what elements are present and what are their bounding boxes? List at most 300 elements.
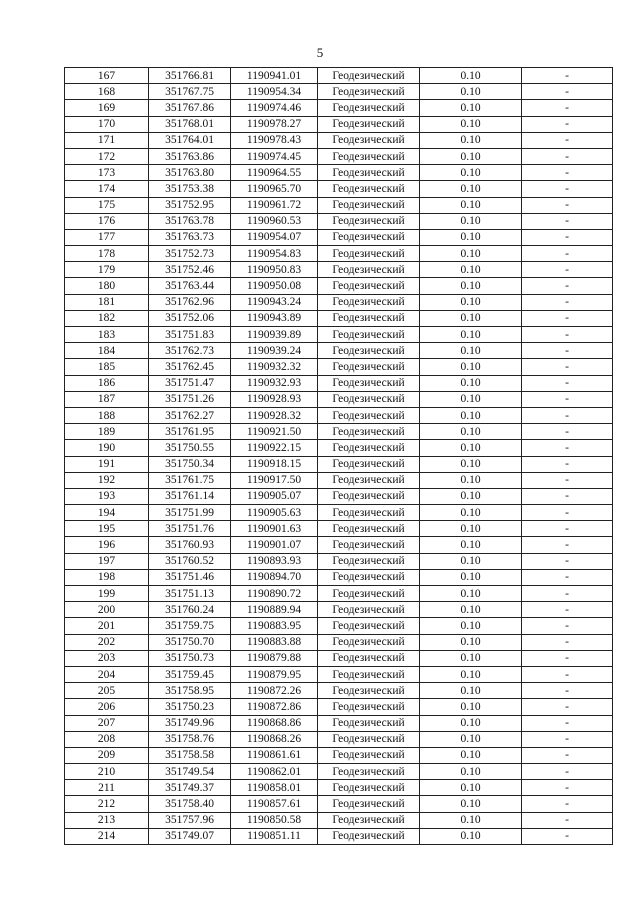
point-number-cell: 213: [65, 812, 149, 828]
point-number-cell: 168: [65, 84, 149, 100]
method-cell: Геодезический: [318, 505, 420, 521]
y-coordinate-cell: 1190954.34: [231, 84, 318, 100]
accuracy-cell: 0.10: [420, 310, 522, 326]
accuracy-cell: 0.10: [420, 246, 522, 262]
description-cell: -: [522, 586, 613, 602]
table-row: [65, 229, 613, 245]
method-cell: Геодезический: [318, 294, 420, 310]
y-coordinate-cell: 1190872.26: [231, 683, 318, 699]
method-cell: Геодезический: [318, 796, 420, 812]
table-row: [65, 181, 613, 197]
point-number-cell: 204: [65, 666, 149, 682]
accuracy-cell: 0.10: [420, 181, 522, 197]
table-row: [65, 505, 613, 521]
x-coordinate-cell: 351760.93: [149, 537, 231, 553]
table-row: [65, 521, 613, 537]
method-cell: Геодезический: [318, 553, 420, 569]
accuracy-cell: 0.10: [420, 505, 522, 521]
table-row: [65, 586, 613, 602]
method-cell: Геодезический: [318, 715, 420, 731]
description-cell: -: [522, 569, 613, 585]
y-coordinate-cell: 1190862.01: [231, 764, 318, 780]
accuracy-cell: 0.10: [420, 699, 522, 715]
accuracy-cell: 0.10: [420, 294, 522, 310]
point-number-cell: 193: [65, 488, 149, 504]
y-coordinate-cell: 1190922.15: [231, 440, 318, 456]
table-row: [65, 731, 613, 747]
point-number-cell: 171: [65, 132, 149, 148]
method-cell: Геодезический: [318, 262, 420, 278]
x-coordinate-cell: 351751.47: [149, 375, 231, 391]
accuracy-cell: 0.10: [420, 116, 522, 132]
description-cell: -: [522, 165, 613, 181]
description-cell: -: [522, 780, 613, 796]
table-row: [65, 828, 613, 844]
point-number-cell: 200: [65, 602, 149, 618]
point-number-cell: 179: [65, 262, 149, 278]
description-cell: -: [522, 148, 613, 164]
description-cell: -: [522, 229, 613, 245]
y-coordinate-cell: 1190901.07: [231, 537, 318, 553]
accuracy-cell: 0.10: [420, 327, 522, 343]
method-cell: Геодезический: [318, 747, 420, 763]
x-coordinate-cell: 351758.95: [149, 683, 231, 699]
description-cell: -: [522, 683, 613, 699]
y-coordinate-cell: 1190893.93: [231, 553, 318, 569]
y-coordinate-cell: 1190879.88: [231, 650, 318, 666]
point-number-cell: 198: [65, 569, 149, 585]
description-cell: -: [522, 618, 613, 634]
x-coordinate-cell: 351767.75: [149, 84, 231, 100]
x-coordinate-cell: 351752.73: [149, 246, 231, 262]
point-number-cell: 187: [65, 391, 149, 407]
table-row: [65, 812, 613, 828]
method-cell: Геодезический: [318, 569, 420, 585]
accuracy-cell: 0.10: [420, 618, 522, 634]
x-coordinate-cell: 351752.06: [149, 310, 231, 326]
method-cell: Геодезический: [318, 213, 420, 229]
description-cell: -: [522, 294, 613, 310]
point-number-cell: 206: [65, 699, 149, 715]
description-cell: -: [522, 116, 613, 132]
table-row: [65, 424, 613, 440]
method-cell: Геодезический: [318, 132, 420, 148]
accuracy-cell: 0.10: [420, 747, 522, 763]
y-coordinate-cell: 1190868.26: [231, 731, 318, 747]
point-number-cell: 203: [65, 650, 149, 666]
y-coordinate-cell: 1190965.70: [231, 181, 318, 197]
accuracy-cell: 0.10: [420, 731, 522, 747]
accuracy-cell: 0.10: [420, 488, 522, 504]
description-cell: -: [522, 731, 613, 747]
description-cell: -: [522, 262, 613, 278]
point-number-cell: 207: [65, 715, 149, 731]
point-number-cell: 169: [65, 100, 149, 116]
method-cell: Геодезический: [318, 602, 420, 618]
accuracy-cell: 0.10: [420, 343, 522, 359]
x-coordinate-cell: 351758.76: [149, 731, 231, 747]
description-cell: -: [522, 764, 613, 780]
x-coordinate-cell: 351761.14: [149, 488, 231, 504]
description-cell: -: [522, 715, 613, 731]
method-cell: Геодезический: [318, 683, 420, 699]
x-coordinate-cell: 351763.44: [149, 278, 231, 294]
point-number-cell: 182: [65, 310, 149, 326]
method-cell: Геодезический: [318, 456, 420, 472]
method-cell: Геодезический: [318, 618, 420, 634]
x-coordinate-cell: 351751.76: [149, 521, 231, 537]
table-row: [65, 456, 613, 472]
table-row: [65, 634, 613, 650]
x-coordinate-cell: 351758.40: [149, 796, 231, 812]
accuracy-cell: 0.10: [420, 780, 522, 796]
point-number-cell: 191: [65, 456, 149, 472]
accuracy-cell: 0.10: [420, 132, 522, 148]
y-coordinate-cell: 1190964.55: [231, 165, 318, 181]
method-cell: Геодезический: [318, 699, 420, 715]
y-coordinate-cell: 1190950.83: [231, 262, 318, 278]
point-number-cell: 174: [65, 181, 149, 197]
point-number-cell: 175: [65, 197, 149, 213]
point-number-cell: 199: [65, 586, 149, 602]
table-row: [65, 278, 613, 294]
method-cell: Геодезический: [318, 100, 420, 116]
point-number-cell: 201: [65, 618, 149, 634]
description-cell: -: [522, 310, 613, 326]
point-number-cell: 176: [65, 213, 149, 229]
point-number-cell: 180: [65, 278, 149, 294]
y-coordinate-cell: 1190974.46: [231, 100, 318, 116]
accuracy-cell: 0.10: [420, 666, 522, 682]
point-number-cell: 196: [65, 537, 149, 553]
description-cell: -: [522, 812, 613, 828]
description-cell: -: [522, 634, 613, 650]
description-cell: -: [522, 68, 613, 84]
coordinates-table: [64, 67, 613, 845]
x-coordinate-cell: 351766.81: [149, 68, 231, 84]
method-cell: Геодезический: [318, 197, 420, 213]
x-coordinate-cell: 351749.07: [149, 828, 231, 844]
point-number-cell: 209: [65, 747, 149, 763]
x-coordinate-cell: 351760.52: [149, 553, 231, 569]
table-row: [65, 553, 613, 569]
point-number-cell: 188: [65, 407, 149, 423]
accuracy-cell: 0.10: [420, 375, 522, 391]
y-coordinate-cell: 1190858.01: [231, 780, 318, 796]
description-cell: -: [522, 747, 613, 763]
table-row: [65, 407, 613, 423]
accuracy-cell: 0.10: [420, 764, 522, 780]
x-coordinate-cell: 351764.01: [149, 132, 231, 148]
accuracy-cell: 0.10: [420, 456, 522, 472]
description-cell: -: [522, 521, 613, 537]
table-row: [65, 262, 613, 278]
table-row: [65, 764, 613, 780]
point-number-cell: 208: [65, 731, 149, 747]
description-cell: -: [522, 246, 613, 262]
accuracy-cell: 0.10: [420, 569, 522, 585]
description-cell: -: [522, 472, 613, 488]
table-row: [65, 375, 613, 391]
description-cell: -: [522, 553, 613, 569]
table-row: [65, 650, 613, 666]
table-row: [65, 100, 613, 116]
y-coordinate-cell: 1190861.61: [231, 747, 318, 763]
x-coordinate-cell: 351757.96: [149, 812, 231, 828]
description-cell: -: [522, 537, 613, 553]
accuracy-cell: 0.10: [420, 278, 522, 294]
table-row: [65, 537, 613, 553]
table-row: [65, 165, 613, 181]
y-coordinate-cell: 1190961.72: [231, 197, 318, 213]
accuracy-cell: 0.10: [420, 100, 522, 116]
table-row: [65, 666, 613, 682]
description-cell: -: [522, 424, 613, 440]
method-cell: Геодезический: [318, 375, 420, 391]
point-number-cell: 173: [65, 165, 149, 181]
description-cell: -: [522, 699, 613, 715]
point-number-cell: 189: [65, 424, 149, 440]
x-coordinate-cell: 351750.55: [149, 440, 231, 456]
x-coordinate-cell: 351752.46: [149, 262, 231, 278]
table-row: [65, 213, 613, 229]
y-coordinate-cell: 1190883.95: [231, 618, 318, 634]
method-cell: Геодезический: [318, 488, 420, 504]
accuracy-cell: 0.10: [420, 148, 522, 164]
method-cell: Геодезический: [318, 327, 420, 343]
description-cell: -: [522, 488, 613, 504]
point-number-cell: 185: [65, 359, 149, 375]
y-coordinate-cell: 1190894.70: [231, 569, 318, 585]
x-coordinate-cell: 351762.73: [149, 343, 231, 359]
accuracy-cell: 0.10: [420, 359, 522, 375]
x-coordinate-cell: 351762.45: [149, 359, 231, 375]
accuracy-cell: 0.10: [420, 213, 522, 229]
point-number-cell: 210: [65, 764, 149, 780]
y-coordinate-cell: 1190851.11: [231, 828, 318, 844]
method-cell: Геодезический: [318, 246, 420, 262]
description-cell: -: [522, 828, 613, 844]
x-coordinate-cell: 351749.37: [149, 780, 231, 796]
x-coordinate-cell: 351751.26: [149, 391, 231, 407]
description-cell: -: [522, 213, 613, 229]
table-row: [65, 683, 613, 699]
table-row: [65, 327, 613, 343]
method-cell: Геодезический: [318, 586, 420, 602]
accuracy-cell: 0.10: [420, 602, 522, 618]
x-coordinate-cell: 351750.73: [149, 650, 231, 666]
table-row: [65, 343, 613, 359]
y-coordinate-cell: 1190868.86: [231, 715, 318, 731]
point-number-cell: 170: [65, 116, 149, 132]
x-coordinate-cell: 351760.24: [149, 602, 231, 618]
x-coordinate-cell: 351758.58: [149, 747, 231, 763]
point-number-cell: 212: [65, 796, 149, 812]
y-coordinate-cell: 1190950.08: [231, 278, 318, 294]
x-coordinate-cell: 351759.75: [149, 618, 231, 634]
description-cell: -: [522, 456, 613, 472]
accuracy-cell: 0.10: [420, 229, 522, 245]
table-row: [65, 715, 613, 731]
method-cell: Геодезический: [318, 391, 420, 407]
point-number-cell: 195: [65, 521, 149, 537]
table-row: [65, 780, 613, 796]
method-cell: Геодезический: [318, 472, 420, 488]
method-cell: Геодезический: [318, 424, 420, 440]
description-cell: -: [522, 650, 613, 666]
x-coordinate-cell: 351762.27: [149, 407, 231, 423]
description-cell: -: [522, 440, 613, 456]
method-cell: Геодезический: [318, 780, 420, 796]
point-number-cell: 178: [65, 246, 149, 262]
x-coordinate-cell: 351749.54: [149, 764, 231, 780]
x-coordinate-cell: 351763.80: [149, 165, 231, 181]
y-coordinate-cell: 1190905.63: [231, 505, 318, 521]
y-coordinate-cell: 1190883.88: [231, 634, 318, 650]
accuracy-cell: 0.10: [420, 391, 522, 407]
y-coordinate-cell: 1190954.07: [231, 229, 318, 245]
table-row: [65, 699, 613, 715]
method-cell: Геодезический: [318, 731, 420, 747]
accuracy-cell: 0.10: [420, 650, 522, 666]
point-number-cell: 205: [65, 683, 149, 699]
x-coordinate-cell: 351761.75: [149, 472, 231, 488]
method-cell: Геодезический: [318, 310, 420, 326]
x-coordinate-cell: 351761.95: [149, 424, 231, 440]
method-cell: Геодезический: [318, 165, 420, 181]
table-row: [65, 796, 613, 812]
y-coordinate-cell: 1190978.27: [231, 116, 318, 132]
method-cell: Геодезический: [318, 812, 420, 828]
x-coordinate-cell: 351759.45: [149, 666, 231, 682]
method-cell: Геодезический: [318, 764, 420, 780]
description-cell: -: [522, 602, 613, 618]
method-cell: Геодезический: [318, 440, 420, 456]
method-cell: Геодезический: [318, 343, 420, 359]
point-number-cell: 183: [65, 327, 149, 343]
y-coordinate-cell: 1190932.32: [231, 359, 318, 375]
table-row: [65, 116, 613, 132]
x-coordinate-cell: 351751.13: [149, 586, 231, 602]
point-number-cell: 211: [65, 780, 149, 796]
point-number-cell: 202: [65, 634, 149, 650]
y-coordinate-cell: 1190850.58: [231, 812, 318, 828]
accuracy-cell: 0.10: [420, 683, 522, 699]
accuracy-cell: 0.10: [420, 262, 522, 278]
method-cell: Геодезический: [318, 521, 420, 537]
method-cell: Геодезический: [318, 634, 420, 650]
method-cell: Геодезический: [318, 666, 420, 682]
table-row: [65, 84, 613, 100]
accuracy-cell: 0.10: [420, 84, 522, 100]
description-cell: -: [522, 505, 613, 521]
point-number-cell: 190: [65, 440, 149, 456]
accuracy-cell: 0.10: [420, 165, 522, 181]
table-row: [65, 68, 613, 84]
description-cell: -: [522, 407, 613, 423]
y-coordinate-cell: 1190932.93: [231, 375, 318, 391]
table-row: [65, 197, 613, 213]
description-cell: -: [522, 375, 613, 391]
y-coordinate-cell: 1190918.15: [231, 456, 318, 472]
description-cell: -: [522, 278, 613, 294]
y-coordinate-cell: 1190921.50: [231, 424, 318, 440]
accuracy-cell: 0.10: [420, 812, 522, 828]
table-row: [65, 310, 613, 326]
table-row: [65, 569, 613, 585]
method-cell: Геодезический: [318, 828, 420, 844]
table-row: [65, 602, 613, 618]
method-cell: Геодезический: [318, 84, 420, 100]
accuracy-cell: 0.10: [420, 715, 522, 731]
description-cell: -: [522, 100, 613, 116]
table-row: [65, 391, 613, 407]
description-cell: -: [522, 391, 613, 407]
y-coordinate-cell: 1190974.45: [231, 148, 318, 164]
accuracy-cell: 0.10: [420, 440, 522, 456]
x-coordinate-cell: 351763.78: [149, 213, 231, 229]
table-row: [65, 359, 613, 375]
table-row: [65, 440, 613, 456]
y-coordinate-cell: 1190941.01: [231, 68, 318, 84]
point-number-cell: 194: [65, 505, 149, 521]
x-coordinate-cell: 351750.34: [149, 456, 231, 472]
method-cell: Геодезический: [318, 537, 420, 553]
method-cell: Геодезический: [318, 229, 420, 245]
y-coordinate-cell: 1190917.50: [231, 472, 318, 488]
method-cell: Геодезический: [318, 181, 420, 197]
accuracy-cell: 0.10: [420, 407, 522, 423]
y-coordinate-cell: 1190872.86: [231, 699, 318, 715]
description-cell: -: [522, 84, 613, 100]
accuracy-cell: 0.10: [420, 472, 522, 488]
method-cell: Геодезический: [318, 359, 420, 375]
x-coordinate-cell: 351763.86: [149, 148, 231, 164]
accuracy-cell: 0.10: [420, 424, 522, 440]
description-cell: -: [522, 359, 613, 375]
point-number-cell: 186: [65, 375, 149, 391]
point-number-cell: 181: [65, 294, 149, 310]
y-coordinate-cell: 1190978.43: [231, 132, 318, 148]
accuracy-cell: 0.10: [420, 553, 522, 569]
x-coordinate-cell: 351749.96: [149, 715, 231, 731]
y-coordinate-cell: 1190939.89: [231, 327, 318, 343]
x-coordinate-cell: 351768.01: [149, 116, 231, 132]
table-row: [65, 488, 613, 504]
table-row: [65, 246, 613, 262]
y-coordinate-cell: 1190857.61: [231, 796, 318, 812]
y-coordinate-cell: 1190901.63: [231, 521, 318, 537]
page-number: 5: [316, 45, 324, 60]
point-number-cell: 167: [65, 68, 149, 84]
accuracy-cell: 0.10: [420, 521, 522, 537]
x-coordinate-cell: 351752.95: [149, 197, 231, 213]
y-coordinate-cell: 1190905.07: [231, 488, 318, 504]
accuracy-cell: 0.10: [420, 586, 522, 602]
x-coordinate-cell: 351751.46: [149, 569, 231, 585]
table-row: [65, 132, 613, 148]
method-cell: Геодезический: [318, 278, 420, 294]
x-coordinate-cell: 351750.23: [149, 699, 231, 715]
accuracy-cell: 0.10: [420, 828, 522, 844]
x-coordinate-cell: 351767.86: [149, 100, 231, 116]
x-coordinate-cell: 351763.73: [149, 229, 231, 245]
y-coordinate-cell: 1190943.89: [231, 310, 318, 326]
table-row: [65, 747, 613, 763]
point-number-cell: 172: [65, 148, 149, 164]
x-coordinate-cell: 351750.70: [149, 634, 231, 650]
y-coordinate-cell: 1190954.83: [231, 246, 318, 262]
